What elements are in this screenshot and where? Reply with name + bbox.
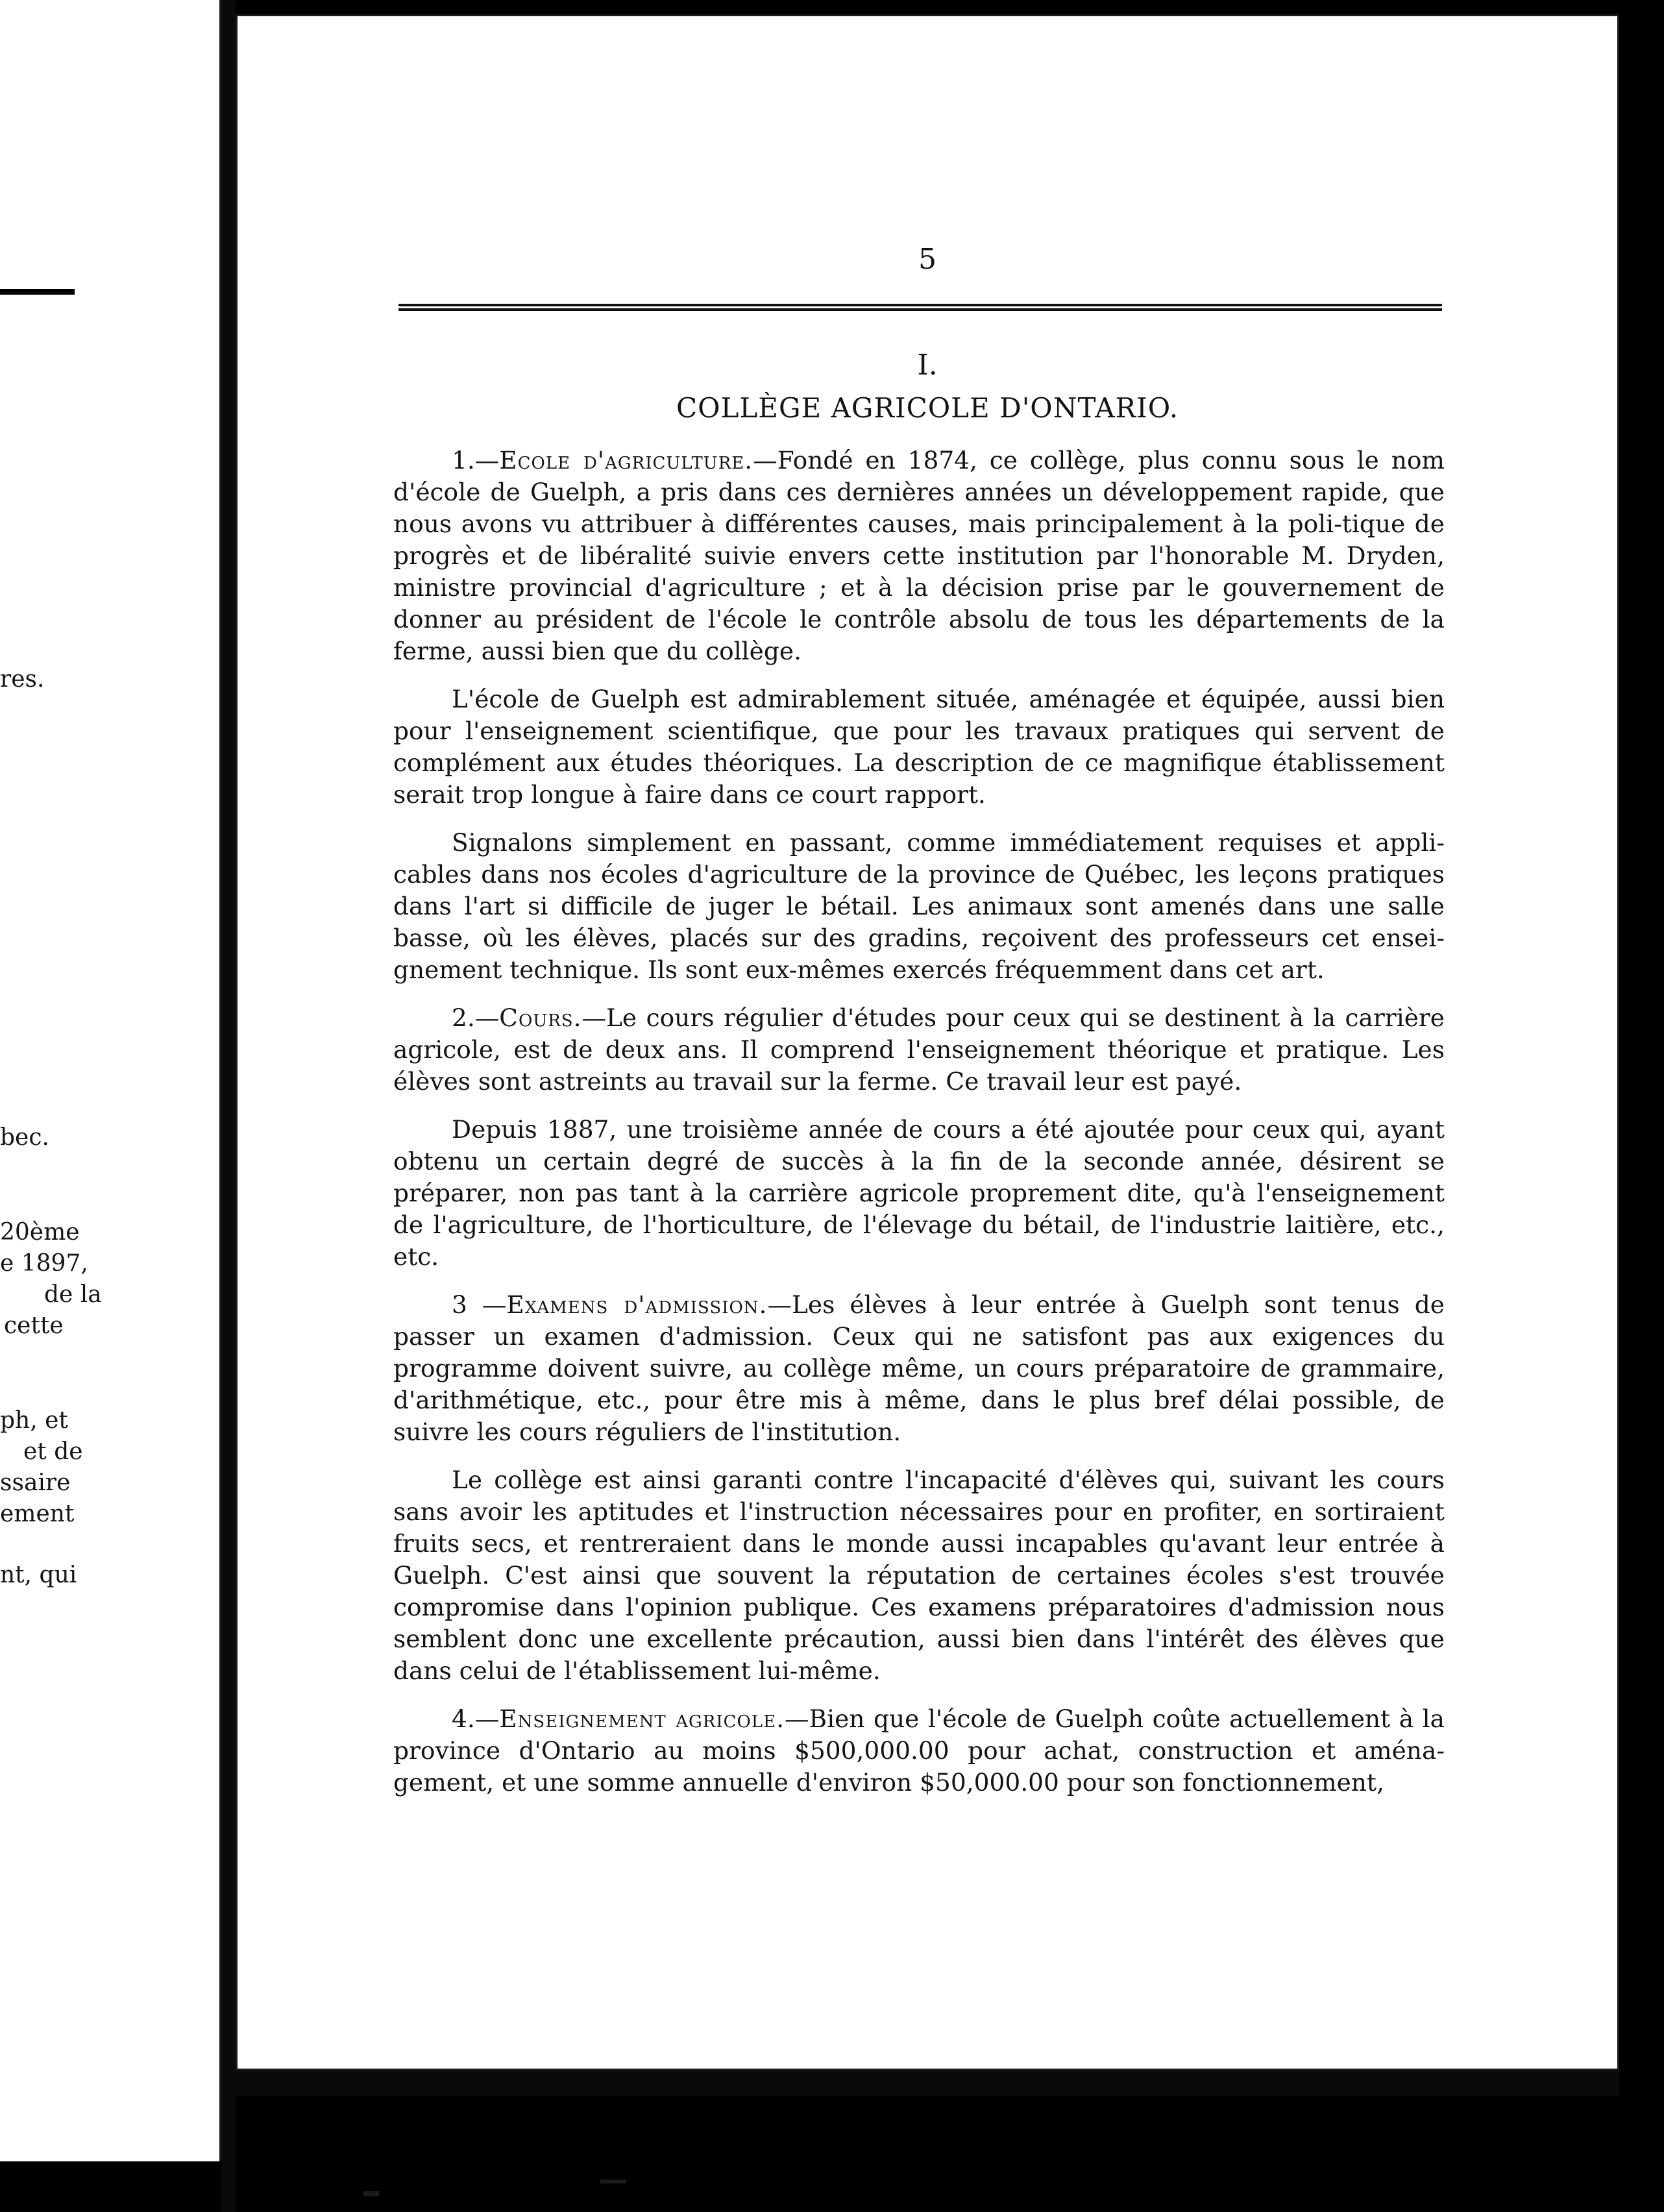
section-number: 1.—	[452, 446, 500, 474]
paragraph	[393, 1114, 1445, 1273]
scan-speck	[600, 2180, 626, 2183]
paragraph-text: —Fondé en 1874, ce collège, plus connu sous le nom d'école de Guelph, a pris dans ces dernières années un développement rapide, que nous avons vu attribuer à différentes causes, mais principalement à la poli-tique de progrès et de libéralité suivie envers cette institution par l'honorable M. Dryden, ministre provincial d'agriculture ; et à la décision prise par le gouvernement de donner au président de l'école le contrôle absolu de tous les départements de la ferme, aussi bien que du collège.	[393, 446, 1445, 665]
chapter-numeral: I.	[917, 349, 938, 382]
scan-speck	[363, 2191, 379, 2196]
paragraph-text: —Le cours régulier d'études pour ceux qui se destinent à la carrière agricole, est de deux ans. Il comprend l'enseignement théorique et pratique. Les élèves sont astreints au travail sur la ferme. Ce travail leur est payé.	[393, 1003, 1445, 1096]
left-fragment-text: res.	[0, 666, 45, 693]
section-number: 2.—	[452, 1003, 500, 1032]
page-bottom-shadow	[236, 2071, 1619, 2096]
left-fragment-text: ssaire	[0, 1469, 71, 1496]
paragraph-text: —Bien que l'école de Guelph coûte actuellement à la province d'Ontario au moins $500,000.00 pour achat, construction et aména-gement, et une somme annuelle d'environ $50,000.00 pour son fonctionnement,	[393, 1704, 1445, 1797]
chapter-title: COLLÈGE AGRICOLE D'ONTARIO.	[676, 392, 1179, 424]
paragraph-text: —Les élèves à leur entrée à Guelph sont tenus de passer un examen d'admission. Ceux qui ne satisfont pas aux exigences du programme doivent suivre, au collège même, un cours préparatoire de grammaire, d'arithmétique, etc., pour être mis à même, dans le plus bref délai possible, de suivre les cours réguliers de l'institution.	[393, 1290, 1445, 1446]
main-page	[236, 14, 1619, 2071]
section-paragraph	[393, 445, 1445, 667]
left-fragment-text: cette	[4, 1312, 64, 1339]
paragraph	[393, 683, 1445, 811]
paragraph	[393, 1464, 1445, 1687]
paragraph-text: Depuis 1887, une troisième année de cours a été ajoutée pour ceux qui, ayant obtenu un certain degré de succès à la fin de la seconde année, désirent se préparer, non pas tant à la carrière agricole proprement dite, qu'à l'enseignement de l'agriculture, de l'horticulture, de l'élevage du bétail, de l'industrie laitière, etc., etc.	[393, 1115, 1445, 1271]
section-number: 3 —	[452, 1290, 507, 1319]
left-fragment-text: e 1897,	[0, 1250, 88, 1277]
left-page-rule	[0, 289, 75, 295]
section-heading: Enseignement agricole.	[499, 1704, 785, 1733]
paragraph	[393, 827, 1445, 986]
section-paragraph	[393, 1703, 1445, 1799]
section-number: 4.—	[452, 1704, 500, 1733]
section-heading: Ecole d'agriculture.	[499, 446, 753, 474]
left-fragment-text: de la	[44, 1281, 102, 1308]
left-fragment-text: bec.	[0, 1124, 49, 1151]
section-heading: Examens d'admission.	[506, 1290, 768, 1319]
left-fragment-text: nt, qui	[0, 1562, 77, 1588]
paragraph-text: L'école de Guelph est admirablement située, aménagée et équipée, aussi bien pour l'enseignement scientifique, que pour les travaux pratiques qui servent de complément aux études théoriques. La description de ce magnifique établissement serait trop longue à faire dans ce court rapport.	[393, 685, 1445, 809]
left-fragment-text: 20ème	[0, 1219, 80, 1246]
paragraph-text: Signalons simplement en passant, comme immédiatement requises et appli-cables dans nos écoles d'agriculture de la province de Québec, les leçons pratiques dans l'art si difficile de juger le bétail. Les animaux sont amenés dans une salle basse, où les élèves, placés sur des gradins, reçoivent des professeurs cet ensei-gnement technique. Ils sont eux-mêmes exercés fréquemment dans cet art.	[393, 828, 1445, 984]
page-number: 5	[918, 243, 936, 276]
left-fragment-text: et de	[23, 1438, 83, 1465]
left-fragment-text: ph, et	[0, 1407, 68, 1434]
left-fragment-text: ement	[0, 1501, 75, 1527]
paragraph-text: Le collège est ainsi garanti contre l'incapacité d'élèves qui, suivant les cours sans avoir les aptitudes et l'instruction nécessaires pour en profiter, en sortiraient fruits secs, et rentreraient dans le monde aussi incapables qu'avant leur entrée à Guelph. C'est ainsi que souvent la réputation de certaines écoles s'est trouvée compromise dans l'opinion publique. Ces examens préparatoires d'admission nous semblent donc une excellente précaution, aussi bien dans l'intérêt des élèves que dans celui de l'établissement lui-même.	[393, 1466, 1445, 1685]
section-paragraph	[393, 1002, 1445, 1098]
header-double-rule	[398, 304, 1442, 311]
body-text	[393, 445, 1445, 1815]
page-gutter	[221, 0, 236, 2212]
left-page-fragment	[0, 0, 221, 2161]
section-heading: Cours.	[499, 1003, 582, 1032]
section-paragraph	[393, 1289, 1445, 1448]
